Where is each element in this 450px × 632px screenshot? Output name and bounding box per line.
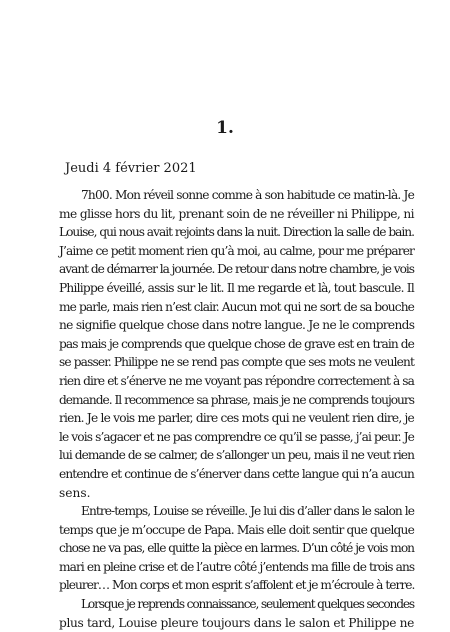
text-line: pas mais je comprends que quelque chose de grave est en train de (59, 336, 414, 351)
text-line: chose ne va pas, elle quitte la pièce en larmes. D’un côté je vois mon (59, 541, 414, 556)
text-line: lui demande de se calmer, de s’allonger un peu, mais il ne veut rien (59, 448, 414, 463)
text-line: J’aime ce petit moment rien qu’à moi, au calme, pour me préparer (59, 243, 414, 258)
text-line: rien. Je le vois me parler, dire ces mots qui ne veulent rien dire, je (59, 411, 414, 426)
text-line: entendre et continue de s’énerver dans cette langue qui n’a aucun (59, 466, 414, 481)
text-line: 7h00. Mon réveil sonne comme à son habitude ce matin-là. Je (81, 188, 415, 202)
text-line: pleurer… Mon corps et mon esprit s’affolent et je m’écroule à terre. (59, 578, 415, 593)
text-line: me glisse hors du lit, prenant soin de ne réveiller ni Philippe, ni (59, 206, 414, 221)
text-line: sens. (59, 485, 91, 500)
paragraph-2 (37, 502, 414, 595)
body-text (37, 186, 414, 632)
text-line: avant de démarrer la journée. De retour dans notre chambre, je vois (59, 262, 414, 277)
entry-date: Jeudi 4 février 2021 (65, 161, 197, 176)
chapter-title: 1. (216, 118, 234, 138)
text-line: Louise, qui nous avait rejoints dans la nuit. Direction la salle de bain. (59, 225, 414, 240)
text-line: se passer. Philippe ne se rend pas compte que ses mots ne veulent (59, 355, 414, 370)
text-line: Entre-temps, Louise se réveille. Je lui dis d’aller dans le salon le (81, 504, 414, 519)
paragraph-1 (37, 186, 414, 502)
text-line: ne signifie quelque chose dans notre langue. Je ne le comprends (59, 318, 415, 333)
text-line: Lorsque je reprends connaissance, seulement quelques secondes (81, 597, 414, 612)
paragraph-3 (37, 595, 414, 632)
text-line: plus tard, Louise pleure toujours dans le salon et Philippe ne (59, 615, 414, 630)
text-line: temps que je m’occupe de Papa. Mais elle doit sentir que quelque (59, 522, 414, 537)
text-line: Philippe éveillé, assis sur le lit. Il me regarde et là, tout bascule. Il (59, 280, 414, 295)
text-line: mari en pleine crise et de l’autre côté j’entends ma fille de trois ans (59, 559, 415, 574)
text-line: me parle, mais rien n’est clair. Aucun mot qui ne sort de sa bouche (59, 299, 414, 314)
text-line: rien dire et s’énerve ne me voyant pas répondre correctement à sa (59, 373, 414, 388)
text-line: demande. Il recommence sa phrase, mais je ne comprends toujours (59, 392, 415, 407)
text-line: le vois s’agacer et ne pas comprendre ce qu’il se passe, j’ai peur. Je (59, 429, 414, 444)
